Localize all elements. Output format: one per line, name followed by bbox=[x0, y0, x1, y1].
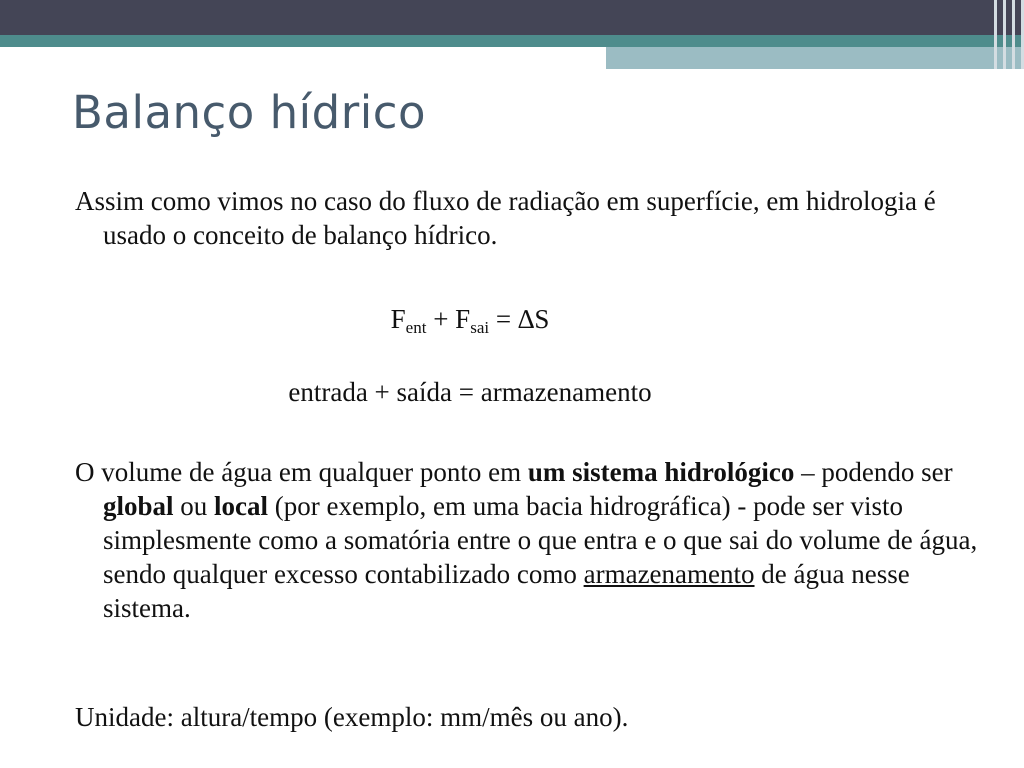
eq-f1: F bbox=[390, 304, 406, 334]
eq-sub-sai: sai bbox=[470, 318, 490, 337]
header-band-light bbox=[606, 47, 1024, 69]
p2-text-2: – podendo ser bbox=[794, 457, 953, 487]
p2-underline-storage: armazenamento bbox=[583, 559, 755, 589]
eq-sub-ent: ent bbox=[405, 318, 427, 337]
volume-paragraph bbox=[75, 455, 993, 625]
eq-f2: F bbox=[455, 304, 471, 334]
p2-text-4: (por exemplo, em uma bacia hidrográfica) - pode ser visto simplesmente como a somatória entre o que entra e o que sai do volume de água, sendo qualquer excesso contabilizado como bbox=[103, 491, 978, 589]
header-band-teal bbox=[0, 35, 1024, 47]
slide-title: Balanço hídrico bbox=[72, 86, 426, 139]
p2-bold-system: um sistema hidrológico bbox=[527, 457, 795, 487]
p2-bold-global: global bbox=[103, 491, 174, 521]
p2-text-1: O volume de água em qualquer ponto em bbox=[75, 457, 528, 487]
intro-paragraph: Assim como vimos no caso do fluxo de radiação em superfície, em hidrologia é usado o conceito de balanço hídrico. bbox=[75, 186, 936, 250]
eq-rhs: = ∆S bbox=[489, 304, 550, 334]
balance-equation bbox=[0, 302, 940, 336]
p2-bold-local: local bbox=[214, 491, 269, 521]
balance-equation-words: entrada + saída = armazenamento bbox=[288, 377, 652, 407]
eq-plus: + bbox=[426, 304, 456, 334]
header-stripes bbox=[994, 0, 1024, 69]
p2-text-3: ou bbox=[173, 491, 215, 521]
p2-text-5: de água nesse sistema. bbox=[103, 559, 910, 623]
unit-paragraph: Unidade: altura/tempo (exemplo: mm/mês ou ano). bbox=[75, 702, 629, 732]
header-band-dark bbox=[0, 0, 1024, 35]
